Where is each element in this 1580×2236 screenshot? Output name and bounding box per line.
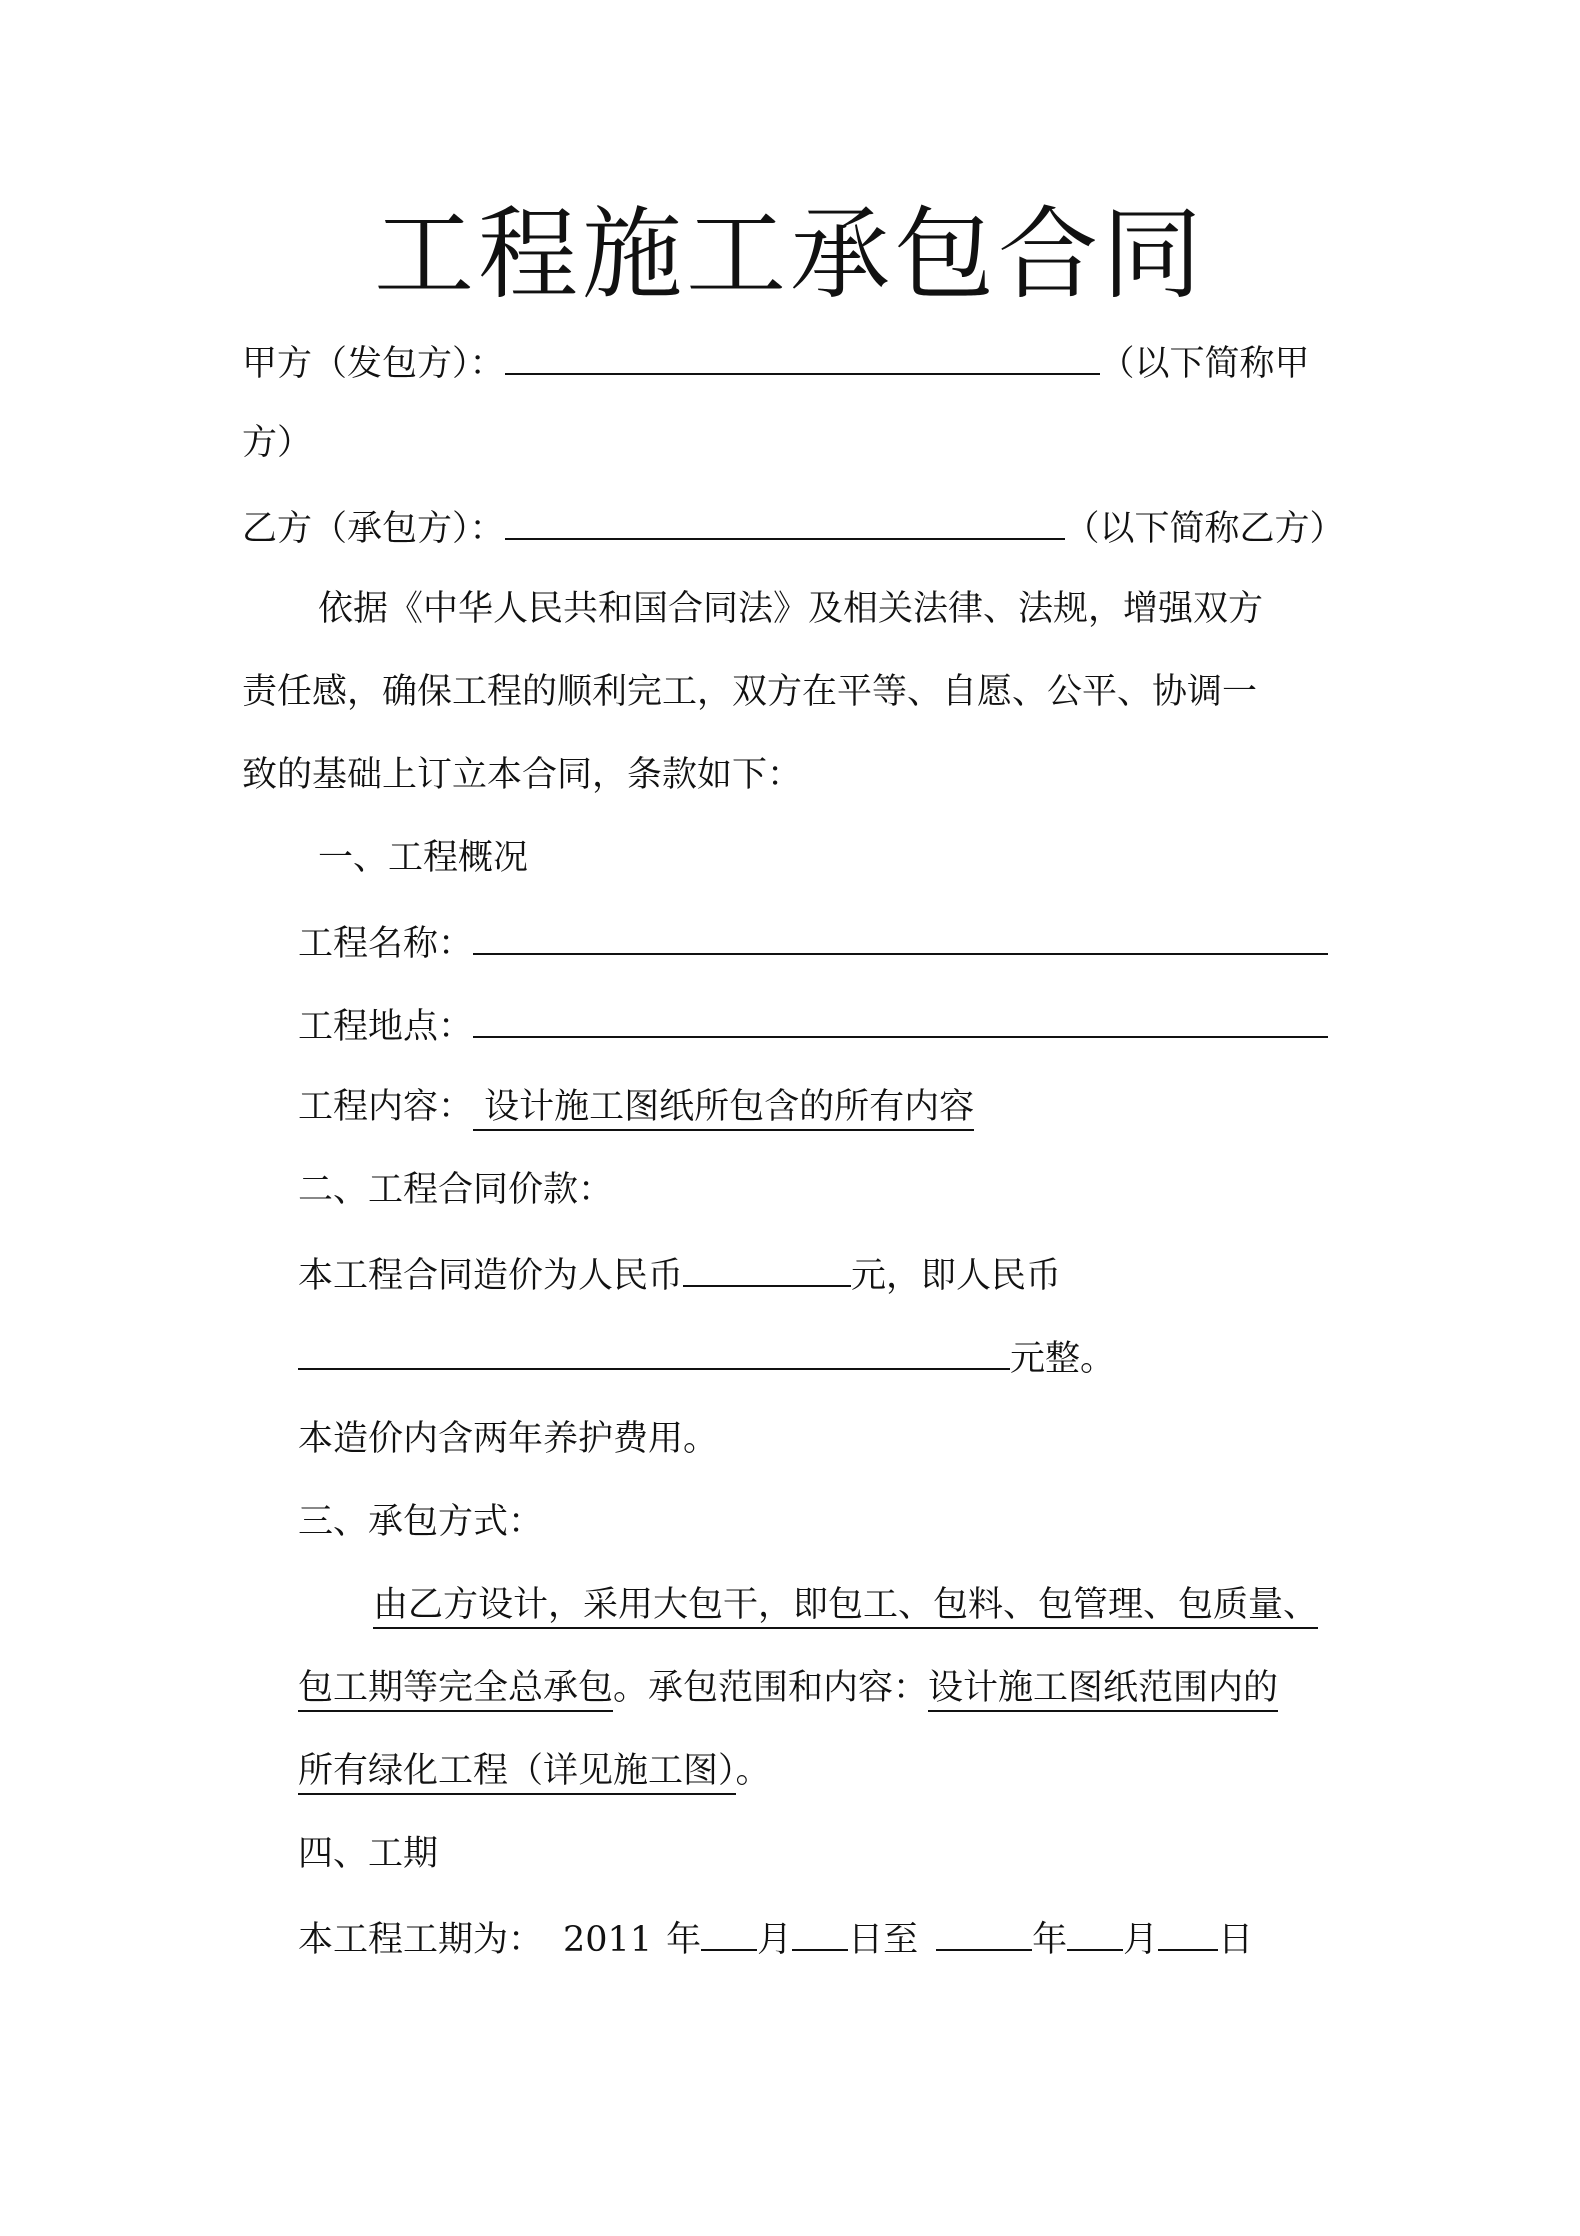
project-location-label: 工程地点： <box>298 1007 474 1047</box>
construction-period-line <box>298 1911 1253 1966</box>
section-4-heading: 四、工期 <box>298 1834 439 1874</box>
project-content-line <box>298 1081 974 1133</box>
preamble-line-3: 致的基础上订立本合同，条款如下： <box>242 755 803 795</box>
party-b-label: 乙方（承包方）： <box>242 509 505 549</box>
page-title: 工程施工承包合同 <box>374 196 1206 313</box>
preamble-line-2: 责任感，确保工程的顺利完工，双方在平等、自愿、公平、协调一 <box>242 672 1258 712</box>
start-year-unit: 年 <box>666 1920 702 1960</box>
start-day-field[interactable] <box>792 1911 848 1951</box>
contract-scope-end: 。 <box>735 1751 771 1791</box>
price-words-line <box>298 1330 1115 1385</box>
project-location-field[interactable] <box>473 998 1328 1038</box>
party-a-line <box>242 335 1310 390</box>
price-words-field[interactable] <box>298 1330 1010 1370</box>
price-mid: 元，即人民币 <box>851 1256 1062 1296</box>
project-name-field[interactable] <box>473 915 1328 955</box>
end-day-unit: 日 <box>1218 1920 1254 1960</box>
section-3-heading: 三、承包方式： <box>298 1502 544 1542</box>
section-1-heading: 一、工程概况 <box>318 838 529 878</box>
end-day-field[interactable] <box>1158 1911 1218 1951</box>
project-content-value: 设计施工图纸所包含的所有内容 <box>473 1087 974 1131</box>
period-prefix: 本工程工期为： <box>298 1920 544 1960</box>
section-2-heading: 二、工程合同价款： <box>298 1170 614 1210</box>
price-suffix: 元整。 <box>1010 1339 1116 1379</box>
party-a-name-field[interactable] <box>505 335 1100 375</box>
start-month-unit: 月 <box>757 1920 793 1960</box>
contract-price-line <box>298 1247 1061 1302</box>
contract-method-line-2 <box>298 1662 1278 1714</box>
contract-scope-text-2: 所有绿化工程（详见施工图） <box>298 1751 736 1795</box>
end-year-unit: 年 <box>1032 1920 1068 1960</box>
end-month-unit: 月 <box>1123 1920 1159 1960</box>
preamble-line-1: 依据《中华人民共和国合同法》及相关法律、法规，增强双方 <box>318 589 1264 629</box>
end-month-field[interactable] <box>1067 1911 1123 1951</box>
start-day-unit: 日至 <box>848 1920 919 1960</box>
project-location-line <box>298 998 1328 1053</box>
price-prefix: 本工程合同造价为人民币 <box>298 1256 684 1296</box>
party-a-suffix: （以下简称甲 <box>1099 344 1310 384</box>
start-year: 2011 <box>563 1920 653 1960</box>
contract-method-line-3 <box>298 1745 771 1797</box>
party-b-line <box>242 500 1345 555</box>
contract-scope-text: 设计施工图纸范围内的 <box>928 1668 1278 1712</box>
party-a-suffix-end: 方） <box>242 423 313 463</box>
party-a-label: 甲方（发包方）： <box>242 344 505 384</box>
party-a-suffix-line <box>242 417 312 469</box>
start-month-field[interactable] <box>701 1911 757 1951</box>
party-b-suffix: （以下简称乙方） <box>1064 509 1345 549</box>
contract-scope-label: 。承包范围和内容： <box>613 1668 929 1708</box>
contract-method-line-1 <box>373 1579 1318 1631</box>
price-note: 本造价内含两年养护费用。 <box>298 1419 719 1459</box>
project-name-label: 工程名称： <box>298 924 474 964</box>
contract-method-text-1: 由乙方设计，采用大包干，即包工、包料、包管理、包质量、 <box>373 1585 1318 1629</box>
contract-method-text-2: 包工期等完全总承包 <box>298 1668 613 1712</box>
party-b-name-field[interactable] <box>505 500 1065 540</box>
project-content-label: 工程内容： <box>298 1087 474 1127</box>
end-year-field[interactable] <box>936 1911 1032 1951</box>
price-amount-field[interactable] <box>683 1247 851 1287</box>
project-name-line <box>298 915 1328 970</box>
